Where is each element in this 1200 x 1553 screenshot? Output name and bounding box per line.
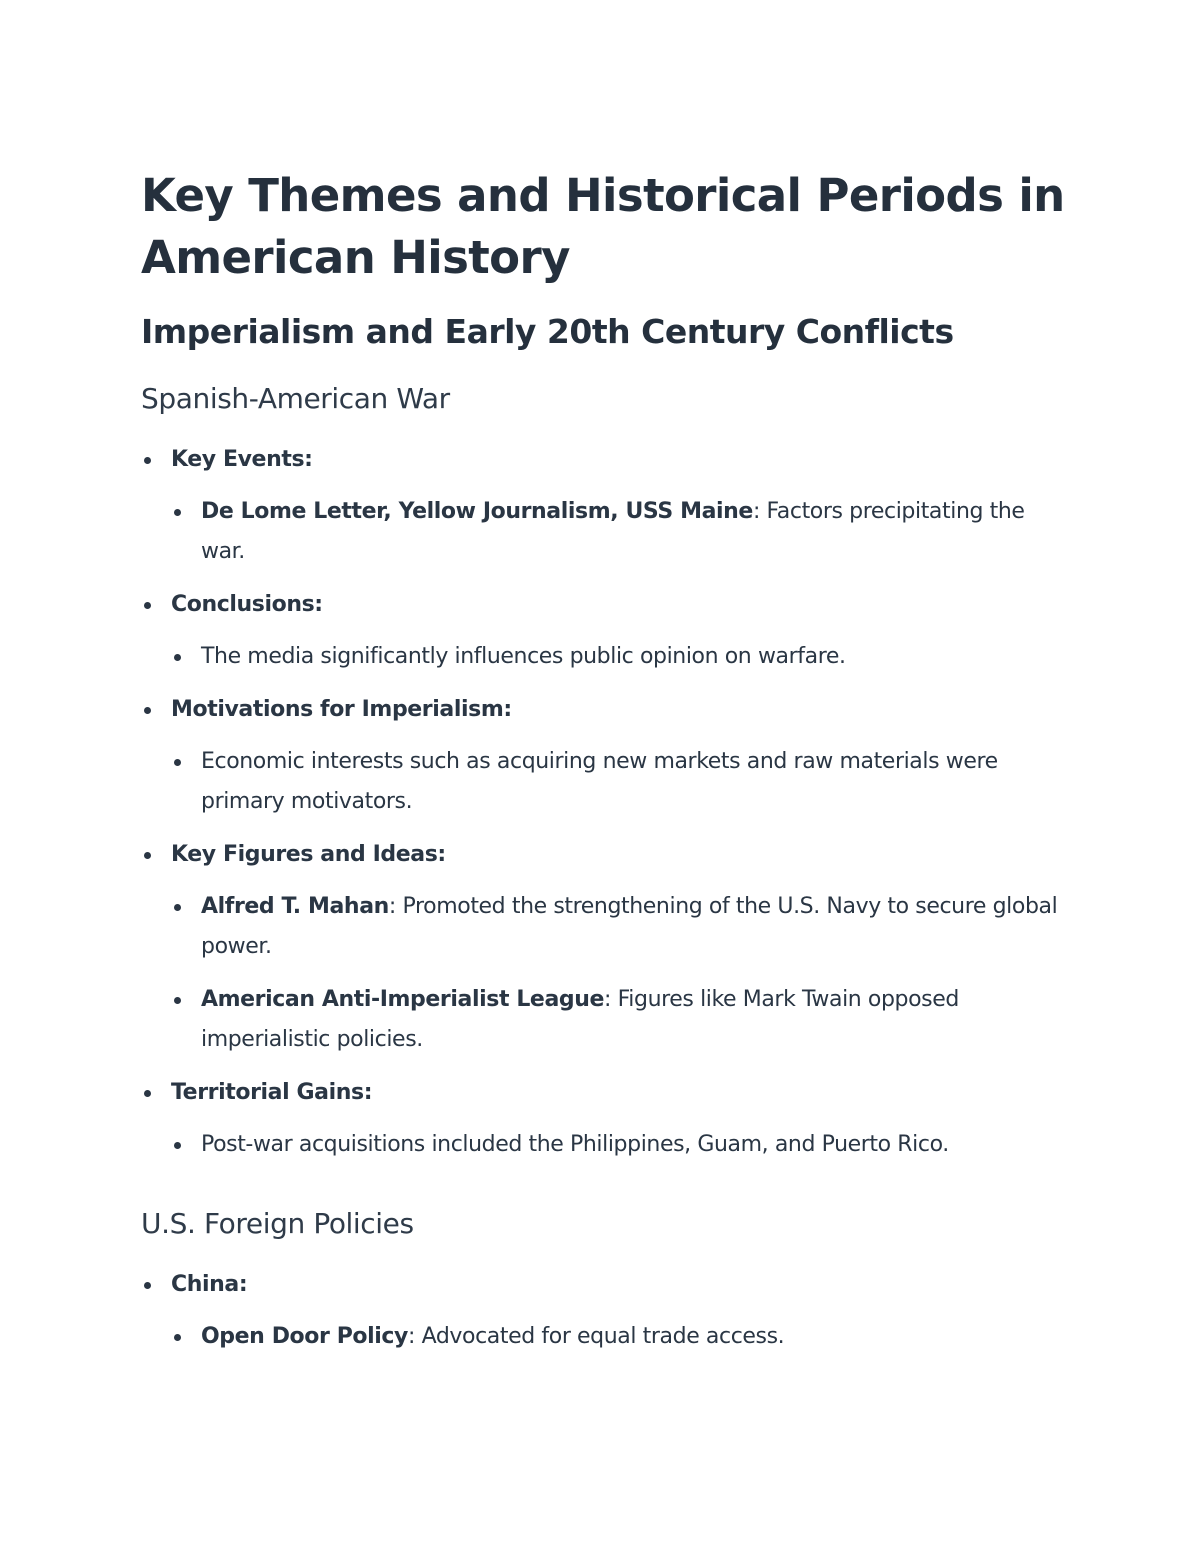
list-item xyxy=(171,887,1071,967)
subsection-heading-foreign-policies: U.S. Foreign Policies xyxy=(141,1207,414,1240)
list-item xyxy=(141,835,1071,1060)
list-item xyxy=(141,1073,1071,1165)
list-item xyxy=(141,690,1071,822)
item-text: The media significantly influences public opinion on warfare. xyxy=(201,644,846,669)
nested-list xyxy=(171,742,1071,822)
item-label: Conclusions: xyxy=(171,592,323,617)
item-term: De Lome Letter, Yellow Journalism, USS Maine xyxy=(201,499,753,524)
item-term: Alfred T. Mahan xyxy=(201,894,389,919)
nested-list xyxy=(171,887,1071,1060)
nested-list xyxy=(171,492,1071,572)
item-label: Key Figures and Ideas: xyxy=(171,842,446,867)
list-item xyxy=(171,980,1071,1060)
list-item xyxy=(171,492,1071,572)
item-label: Territorial Gains: xyxy=(171,1080,373,1105)
item-text: Post-war acquisitions included the Philippines, Guam, and Puerto Rico. xyxy=(201,1132,949,1157)
list-item xyxy=(171,637,1071,677)
item-text: : Figures like Mark Twain opposed imperialistic policies. xyxy=(201,987,959,1052)
list-item xyxy=(141,440,1071,572)
list-item xyxy=(171,742,1071,822)
item-text: : Factors precipitating the war. xyxy=(201,499,1025,564)
bullet-list xyxy=(141,440,1071,1165)
item-text: : Promoted the strengthening of the U.S. Navy to secure global power. xyxy=(201,894,1058,959)
document-page xyxy=(141,165,1071,1357)
item-text: Economic interests such as acquiring new markets and raw materials were primary motivators. xyxy=(201,749,998,814)
item-label: China: xyxy=(171,1272,248,1297)
document-title: Key Themes and Historical Periods in American History xyxy=(141,169,1065,284)
item-term: American Anti-Imperialist League xyxy=(201,987,605,1012)
list-item xyxy=(171,1125,1071,1165)
nested-list xyxy=(171,1125,1071,1165)
item-term: Open Door Policy xyxy=(201,1324,408,1349)
list-item xyxy=(141,585,1071,677)
nested-list xyxy=(171,1317,1071,1357)
item-text: : Advocated for equal trade access. xyxy=(408,1324,785,1349)
list-item xyxy=(141,1265,1071,1357)
item-label: Key Events: xyxy=(171,447,313,472)
nested-list xyxy=(171,637,1071,677)
list-item xyxy=(171,1317,1071,1357)
section-heading: Imperialism and Early 20th Century Conflicts xyxy=(141,312,954,351)
subsection-heading-spanish-american-war: Spanish-American War xyxy=(141,382,450,415)
bullet-list xyxy=(141,1265,1071,1357)
item-label: Motivations for Imperialism: xyxy=(171,697,512,722)
